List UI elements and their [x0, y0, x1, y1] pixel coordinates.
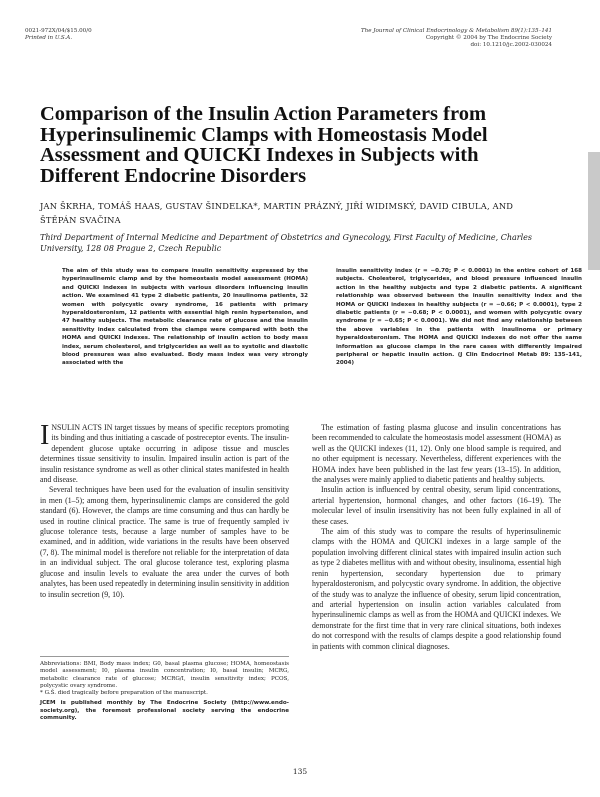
- doi-line: doi: 10.1210/jc.2002-030024: [470, 42, 552, 48]
- drop-cap: I: [40, 420, 50, 451]
- footnote-divider: [40, 656, 289, 657]
- intro-paragraph-2: Several techniques have been used for the evaluation of insulin sensitivity in men (1–5); among them, hyperinsulinemic clamps are considered the gold standard (6). However, the clamps are time consuming and thus can hardly be used in routine clinical practice. The same is true of frequently sampled iv glucose tolerance tests, because a large number of samples have to be examined, and in addition, wide variations in the results have been observed (7, 8). The minimal model is therefore not reliable for the interpretation of data in an individual subject. The oral glucose tolerance test, exploring plasma glucose and insulin levels to evaluate the area under the curves of both analytes, has been used repeatedly in determining insulin sensitivity in addition to insulin secretion (9, 10).: [40, 485, 289, 599]
- journal-header-left: [25, 28, 92, 42]
- article-title: Comparison of the Insulin Action Parameters from Hyperinsulinemic Clamps with Homeostasis Model Assessment and QUICKI Indexes in Subjects with Different Endocrine Disorders: [40, 103, 488, 187]
- body-left-column: [40, 420, 289, 600]
- author-list: JAN ŠKRHA, TOMÁŠ HAAS, GUSTAV ŠINDELKA*, MARTIN PRÁZNÝ, JIŘÍ WIDIMSKÝ, DAVID CIBULA, AND ŠTĚPÁN SVAČINA: [40, 201, 514, 225]
- page-number: 135: [292, 767, 308, 776]
- margin-tab: [588, 152, 600, 270]
- deceased-footnote: * G.Š. died tragically before preparation of the manuscript.: [40, 690, 208, 697]
- footnote-block: [40, 656, 289, 722]
- intro-paragraph-3: The estimation of fasting plasma glucose and insulin concentrations has been recommended to calculate the homeostasis model assessment (HOMA) as well as the QUICKI indexes (11, 12). Only one blood sample is required, and no other equipment is necessary. Nevertheless, different experiences with the HOMA index have been published in the last few years (13–15). In addition, the analyses were mainly applied to diabetic patients and healthy subjects.: [312, 423, 561, 485]
- abstract-right-column: insulin sensitivity index (r = −0.70; P < 0.0001) in the entire cohort of 168 subjects. Cholesterol, triglycerides, and blood pressure influenced insulin action in the healthy subjects and type 2 diabetic patients. A significant relationship was observed between the insulin sensitivity index and the HOMA or QUICKI indexes in healthy subjects (r = −0.66; P < 0.0001), type 2 diabetic patients (r = −0.68; P < 0.0001), and women with polycystic ovary syndrome (r = −0.65; P < 0.0001). We did not find any relationship between the above variables in the patients with insulinoma or primary hyperaldosteronism. The HOMA and QUICKI indexes do not offer the same information as glucose clamps in the rare cases with differently impaired peripheral or hepatic insulin action. (J Clin Endocrinol Metab 89: 135–141, 2004): [336, 268, 582, 367]
- print-location: Printed in U.S.A.: [25, 35, 73, 41]
- intro-paragraph-4: Insulin action is influenced by central obesity, serum lipid concentrations, arterial hypertension, hormonal changes, and other factors (16–19). The molecular level of insulin irsensitivity has not been fully explained in all of these cases.: [312, 485, 561, 526]
- intro-paragraph-5: The aim of this study was to compare the results of hyperinsulinemic clamps with the HOMA and QUICKI indexes in a large sample of the population involving different clinical states with impaired insulin action such as type 2 diabetes mellitus with and without obesity, insulinoma, essential high renin hypertension, secondary hypertension due to primary hyperaldosteronism, and polycystic ovary syndrome. In addition, the objective of the study was to analyze the influence of obesity, serum lipid concentration, and arterial hypertension on insulin action variables calculated from hyperinsulinemic clamps as well as from the HOMA and QUICKI indexes. We demonstrate for the first time that in very rare clinical situations, both indexes do not correspond with the results of clamps despite a good relationship found in patients with common clinical diagnoses.: [312, 527, 561, 651]
- issn-code: 0021-972X/04/$15.00/0: [25, 28, 92, 34]
- journal-header-right: [361, 28, 552, 49]
- intro-paragraph-1: [40, 420, 289, 485]
- copyright-line: Copyright © 2004 by The Endocrine Society: [425, 35, 552, 41]
- abbreviations-footnote: Abbreviations: BMI, Body mass index; G0, basal plasma glucose; HOMA, homeostasis model assessment; I0, plasma insulin concentration; I0, basal insulin; MCRG, metabolic clearance rate of glucose; MCRG/I, insulin sensitivity index; PCOS, polycystic ovary syndrome.: [40, 661, 289, 689]
- journal-citation: The Journal of Clinical Endocrinology & Metabolism 89(1):135–141: [360, 28, 552, 34]
- affiliation: Third Department of Internal Medicine and Department of Obstetrics and Gynecology, First Faculty of Medicine, Charles University, 128 08 Prague 2, Czech Republic: [40, 233, 532, 253]
- intro-paragraph-1-text: NSULIN ACTS IN target tissues by means of specific receptors promoting its binding and thus initiating a cascade of postreceptor events. The insulin-dependent glucose uptake occurring in adipose tissue and muscles determines tissue sensitivity to insulin. Impaired insulin action is part of the insulin resistance syndrome as well as other clinical states manifested in health and disease.: [40, 423, 289, 485]
- body-right-column: [312, 423, 561, 652]
- abstract-left-column: The aim of this study was to compare insulin sensitivity expressed by the hyperinsulinemic clamp and by the homeostasis model assessment (HOMA) and QUICKI indexes in subjects with various disorders influencing insulin action. We examined 41 type 2 diabetic patients, 20 insulinoma patients, 32 women with polycystic ovary syndrome, 16 patients with primary hyperaldosteronism, 12 patients with essential high renin hypertension, and 47 healthy subjects. The metabolic clearance rate of glucose and the insulin sensitivity index calculated from the clamps were compared with both the HOMA and QUICKI indexes. The relationship of insulin action to body mass index, serum cholesterol, and triglycerides as well as to systolic and diastolic blood pressures was also evaluated. Body mass index was very strongly associated with the: [62, 268, 308, 367]
- publisher-statement: JCEM is published monthly by The Endocrine Society (http://www.endo-society.org), the foremost professional society serving the endocrine community.: [40, 700, 289, 722]
